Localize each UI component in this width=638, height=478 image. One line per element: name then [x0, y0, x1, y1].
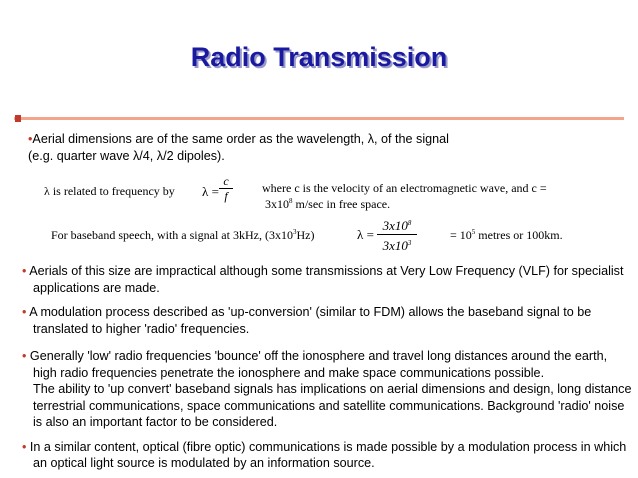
intro-line-2: (e.g. quarter wave λ/4, λ/2 dipoles). — [28, 149, 225, 163]
relation-where-line-2: $3x10^8$ m/sec in free space. — [265, 197, 391, 211]
bullet-icon: • — [22, 440, 27, 454]
bullet-item-3-cont-3: terrestrial communications, space communications and satellite communications. Background 'radio' noise — [33, 399, 625, 413]
bullet-item-4: • In a similar content, optical (fibre optic) communications is made possible by a modulation process in which — [22, 440, 627, 454]
bullet-item-3: • Generally 'low' radio frequencies 'bounce' off the ionosphere and travel long distances around the earth, — [22, 349, 608, 363]
divider-accent — [15, 115, 21, 122]
bullet-item-2: • A modulation process described as 'up-conversion' (similar to FDM) allows the baseband signal to be — [22, 305, 592, 319]
baseband-result: = $10^5$ metres or 100km. — [450, 228, 563, 242]
baseband-fraction: $3x10^8$ $3x10^3$ — [377, 215, 417, 254]
relation-where-line-1: where c is the velocity of an electromagnetic wave, and c = — [262, 181, 547, 195]
relation-lhs: λ = — [202, 184, 219, 199]
bullet-item-1-cont: applications are made. — [33, 281, 160, 295]
bullet-item-1: • Aerials of this size are impractical although some transmissions at Very Low Frequency (VLF) for specialist — [22, 264, 624, 278]
bullet-icon: • — [22, 264, 27, 278]
title-divider — [14, 117, 624, 120]
slide-title: Radio Transmission — [190, 42, 448, 72]
bullet-item-3-cont-4: is also an important factor to be considered. — [33, 415, 278, 429]
baseband-lhs: λ = — [357, 227, 374, 242]
relation-fraction: c f — [219, 174, 233, 203]
bullet-item-3-cont-1: high radio frequencies penetrate the ionosphere and make space communications possible. — [33, 366, 545, 380]
baseband-label: For baseband speech, with a signal at 3kHz, $(3x10^3Hz)$ — [51, 228, 315, 242]
bullet-icon: • — [22, 349, 27, 363]
bullet-item-4-cont: an optical light source is modulated by an information source. — [33, 456, 375, 470]
bullet-item-3-cont-2: The ability to 'up convert' baseband signals has implications on aerial dimensions and design, long distance — [33, 382, 632, 396]
bullet-icon: • — [22, 305, 27, 319]
bullet-item-2-cont: translated to higher 'radio' frequencies. — [33, 322, 250, 336]
intro-line-1: •Aerial dimensions are of the same order as the wavelength, λ, of the signal — [28, 132, 449, 146]
bullet-icon: • — [28, 132, 33, 146]
relation-label: λ is related to frequency by — [44, 184, 175, 198]
